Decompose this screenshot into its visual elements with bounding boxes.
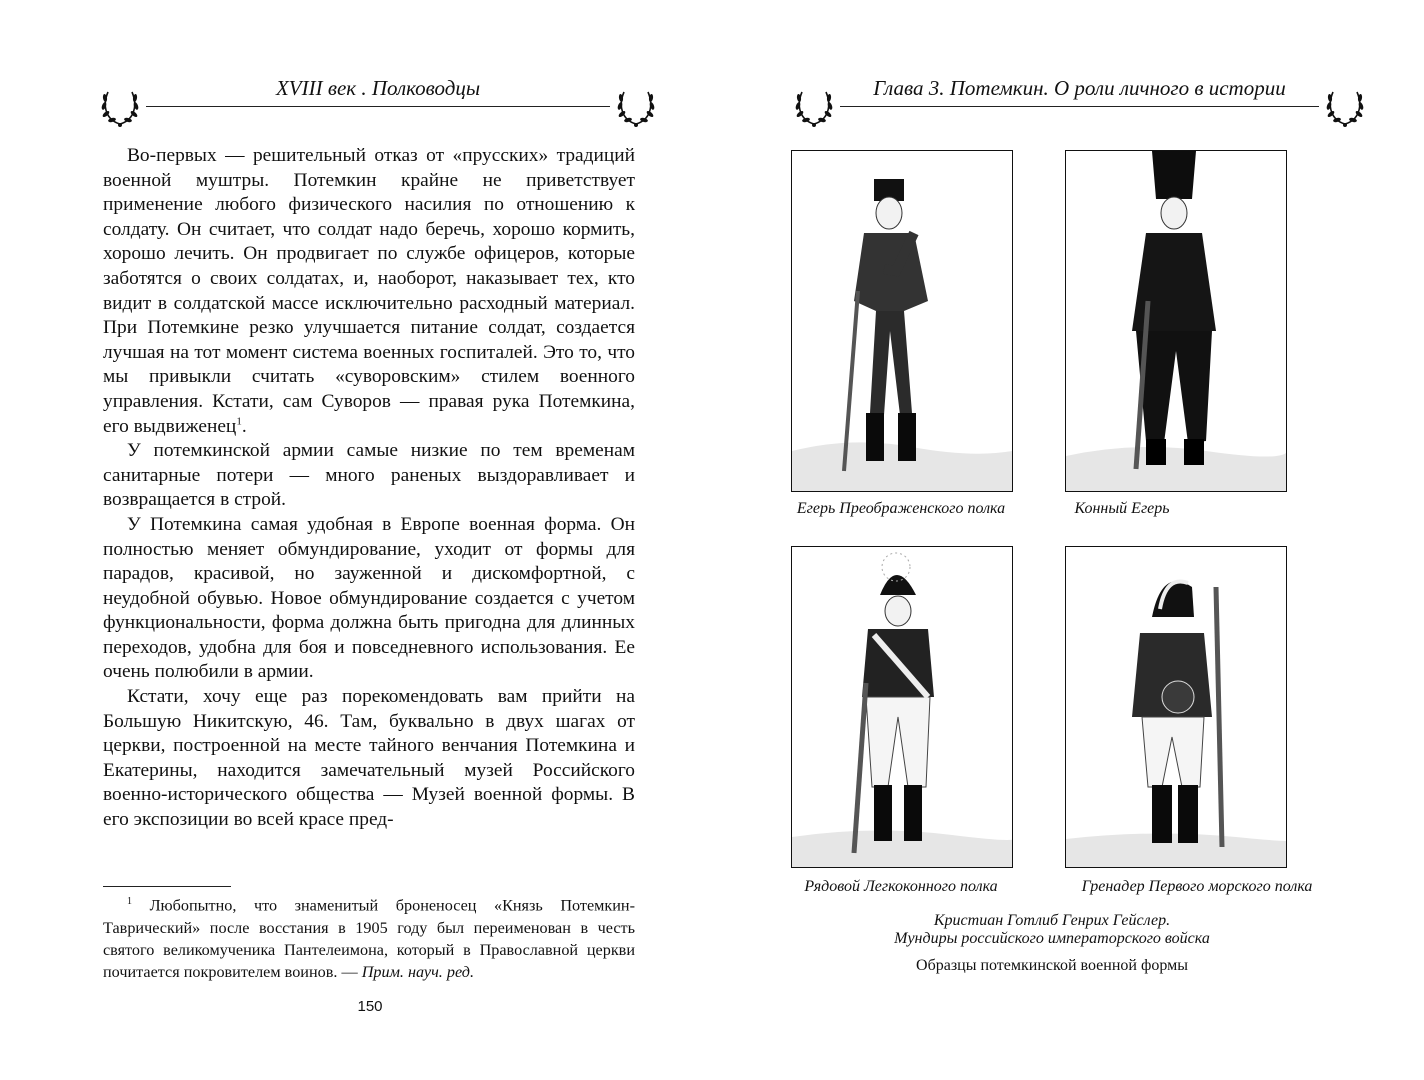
footnote-rule [103, 886, 231, 887]
figure-group-title: Образцы потемкинской военной формы [916, 957, 1188, 974]
soldier-illustration [792, 547, 1012, 867]
running-header [98, 70, 658, 130]
credit-author: Кристиан Готлиб Генрих Гейслер. [933, 912, 1171, 929]
body-text [103, 144, 635, 833]
footnote-attribution: Прим. науч. ред. [361, 963, 475, 981]
running-header [792, 70, 1367, 130]
header-title: XVIII век . Полководцы [275, 76, 481, 100]
paragraph: Кстати, хочу еще раз порекомендовать вам прийти на Большую Никитскую, 46. Там, буквально в двух шагах от церкви, построенной на месте тайного венчания Потемкина и Екатерины, находится замечательный музей Российского военно-исторического общества — Музей военной формы. В его экспозиции во всей красе пред- [103, 686, 635, 831]
header-title: Глава 3. Потемкин. О роли личного в истории [873, 76, 1286, 100]
footnote-text: Любопытно, что знаменитый броненосец «Князь Потемкин-Таврический» после восстания в 1905 году был переименован в честь святого великомученика Пантелеимона, который в Православной церкви почитается покровителем воинов. — [103, 896, 635, 981]
paragraph: У Потемкина самая удобная в Европе военная форма. Он полностью меняет обмундирование, уходит от формы для парадов, красивой, но зауженной и дискомфортной, с неудобной обувью. Новое обмундирование создается с учетом функциональности, форма должна быть пригодна для длинных переходов, удобна для боя и повседневного использования. Ее очень полюбили в армии. [103, 513, 635, 683]
right-page [712, 0, 1424, 1080]
figure-caption: Конный Егерь [1074, 500, 1170, 517]
soldier-illustration [1066, 151, 1286, 491]
soldier-illustration [792, 151, 1012, 491]
header-rule [146, 106, 610, 107]
paragraph-text: Во-первых — решительный отказ от «прусских» традиций военной муштры. Потемкин крайне не приветствует применение любого физического насилия по отношению к солдату. Он считает, что солдат надо беречь, хорошо кормить, хорошо лечить. Он продвигает по службе офицеров, которые заботятся о своих солдатах, и, наоборот, наказывает тех, кто видит в солдатской массе исключительно расходный материал. При Потемкине резко улучшается питание солдат, создается лучшая на тот момент система военных госпиталей. Это то, что мы привыкли считать «суворовским» стилем военного управления. Кстати, сам Суворов — правая рука Потемкина, его выдвиженец [103, 145, 635, 437]
credit-work: Мундиры российского императорского войска [894, 930, 1210, 947]
figure-caption: Гренадер Первого морского полка [1081, 878, 1313, 895]
page-number: 150 [357, 998, 383, 1015]
footnote [103, 891, 635, 983]
figure-illustration [1065, 150, 1287, 492]
paragraph: У потемкинской армии самые низкие по тем временам санитарные потери — много раненых выздоравливает и возвращается в строй. [103, 440, 635, 511]
paragraph [103, 144, 635, 439]
footnote-reference[interactable]: 1 [236, 415, 242, 428]
figure-illustration [1065, 546, 1287, 868]
laurel-wreath-icon [614, 84, 658, 128]
figure-illustration [791, 150, 1013, 492]
footnote-number: 1 [127, 896, 132, 907]
soldier-illustration [1066, 547, 1286, 867]
paragraph-tail: . [241, 415, 247, 437]
figure-illustration [791, 546, 1013, 868]
figure-caption: Рядовой Легкоконного полка [804, 878, 998, 895]
laurel-wreath-icon [1323, 84, 1367, 128]
illustration-credit [812, 912, 1292, 948]
header-rule [840, 106, 1319, 107]
figure-caption: Егерь Преображенского полка [796, 500, 1006, 517]
